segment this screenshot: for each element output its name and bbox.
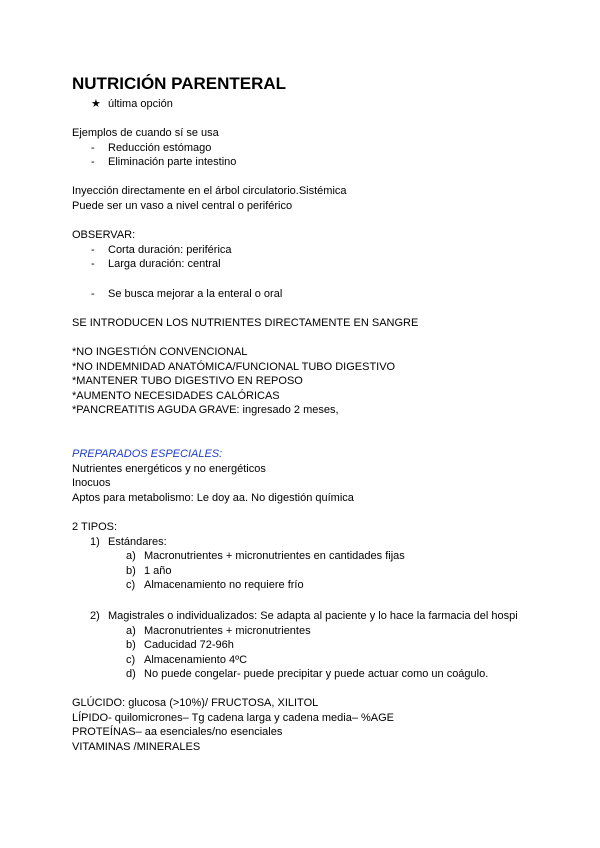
section-heading: Ejemplos de cuando sí se usa	[72, 127, 219, 139]
sub-list-marker: d)	[126, 668, 136, 680]
sub-list-marker: b)	[126, 639, 136, 651]
page-title: NUTRICIÓN PARENTERAL	[72, 74, 287, 93]
section-heading: OBSERVAR:	[72, 229, 136, 241]
dash-bullet: -	[91, 142, 95, 154]
sub-list-item: Macronutrientes + micronutrientes	[144, 625, 311, 637]
sub-list-item: Caducidad 72-96h	[144, 639, 234, 651]
text-line: *NO INDEMNIDAD ANATÓMICA/FUNCIONAL TUBO DIGESTIVO	[72, 361, 396, 373]
list-number: 2)	[90, 610, 100, 622]
text-line: *NO INGESTIÓN CONVENCIONAL	[72, 346, 248, 358]
dash-bullet: -	[91, 258, 95, 270]
text-line: *AUMENTO NECESIDADES CALÓRICAS	[72, 390, 280, 402]
text-line: LÍPIDO- quilomicrones– Tg cadena larga y cadena media– %AGE	[72, 712, 395, 724]
text-line: Nutrientes energéticos y no energéticos	[72, 463, 266, 475]
star-bullet-icon: ★	[91, 98, 101, 110]
list-item: Eliminación parte intestino	[108, 156, 237, 168]
list-item: Reducción estómago	[108, 142, 212, 154]
dash-bullet: -	[91, 288, 95, 300]
star-item: última opción	[108, 98, 173, 110]
list-item: Se busca mejorar a la enteral o oral	[108, 288, 283, 300]
text-line: VITAMINAS /MINERALES	[72, 741, 201, 753]
sub-list-marker: a)	[126, 550, 136, 562]
sub-list-item: Almacenamiento 4ºC	[144, 654, 248, 666]
sub-list-marker: a)	[126, 625, 136, 637]
dash-bullet: -	[91, 244, 95, 256]
text-line: Puede ser un vaso a nivel central o periférico	[72, 200, 293, 212]
text-line: SE INTRODUCEN LOS NUTRIENTES DIRECTAMENTE EN SANGRE	[72, 317, 419, 329]
sub-list-item: 1 año	[144, 565, 172, 577]
text-line: Aptos para metabolismo: Le doy aa. No digestión química	[72, 492, 354, 504]
sub-list-marker: b)	[126, 565, 136, 577]
sub-list-item: Almacenamiento no requiere frío	[144, 579, 304, 591]
text-line: PROTEÍNAS– aa esenciales/no esenciales	[72, 726, 283, 738]
text-line: *PANCREATITIS AGUDA GRAVE: ingresado 2 meses,	[72, 404, 339, 416]
text-line: Inyección directamente en el árbol circulatorio.Sistémica	[72, 185, 347, 197]
text-line: *MANTENER TUBO DIGESTIVO EN REPOSO	[72, 375, 303, 387]
sub-list-marker: c)	[126, 579, 136, 591]
list-item: Corta duración: periférica	[108, 244, 232, 256]
list-item: Estándares:	[108, 536, 167, 548]
sub-list-item: No puede congelar- puede precipitar y puede actuar como un coágulo.	[144, 668, 489, 680]
sub-list-item: Macronutrientes + micronutrientes en cantidades fijas	[144, 550, 405, 562]
list-item: Magistrales o individualizados: Se adapta al paciente y lo hace la farmacia del hospi	[108, 610, 518, 622]
list-item: Larga duración: central	[108, 258, 221, 270]
section-heading: 2 TIPOS:	[72, 521, 118, 533]
text-line: Inocuos	[72, 477, 111, 489]
section-heading-special: PREPARADOS ESPECIALES:	[72, 448, 223, 460]
dash-bullet: -	[91, 156, 95, 168]
text-line: GLÚCIDO: glucosa (>10%)/ FRUCTOSA, XILITOL	[72, 697, 319, 709]
list-number: 1)	[90, 536, 100, 548]
sub-list-marker: c)	[126, 654, 136, 666]
